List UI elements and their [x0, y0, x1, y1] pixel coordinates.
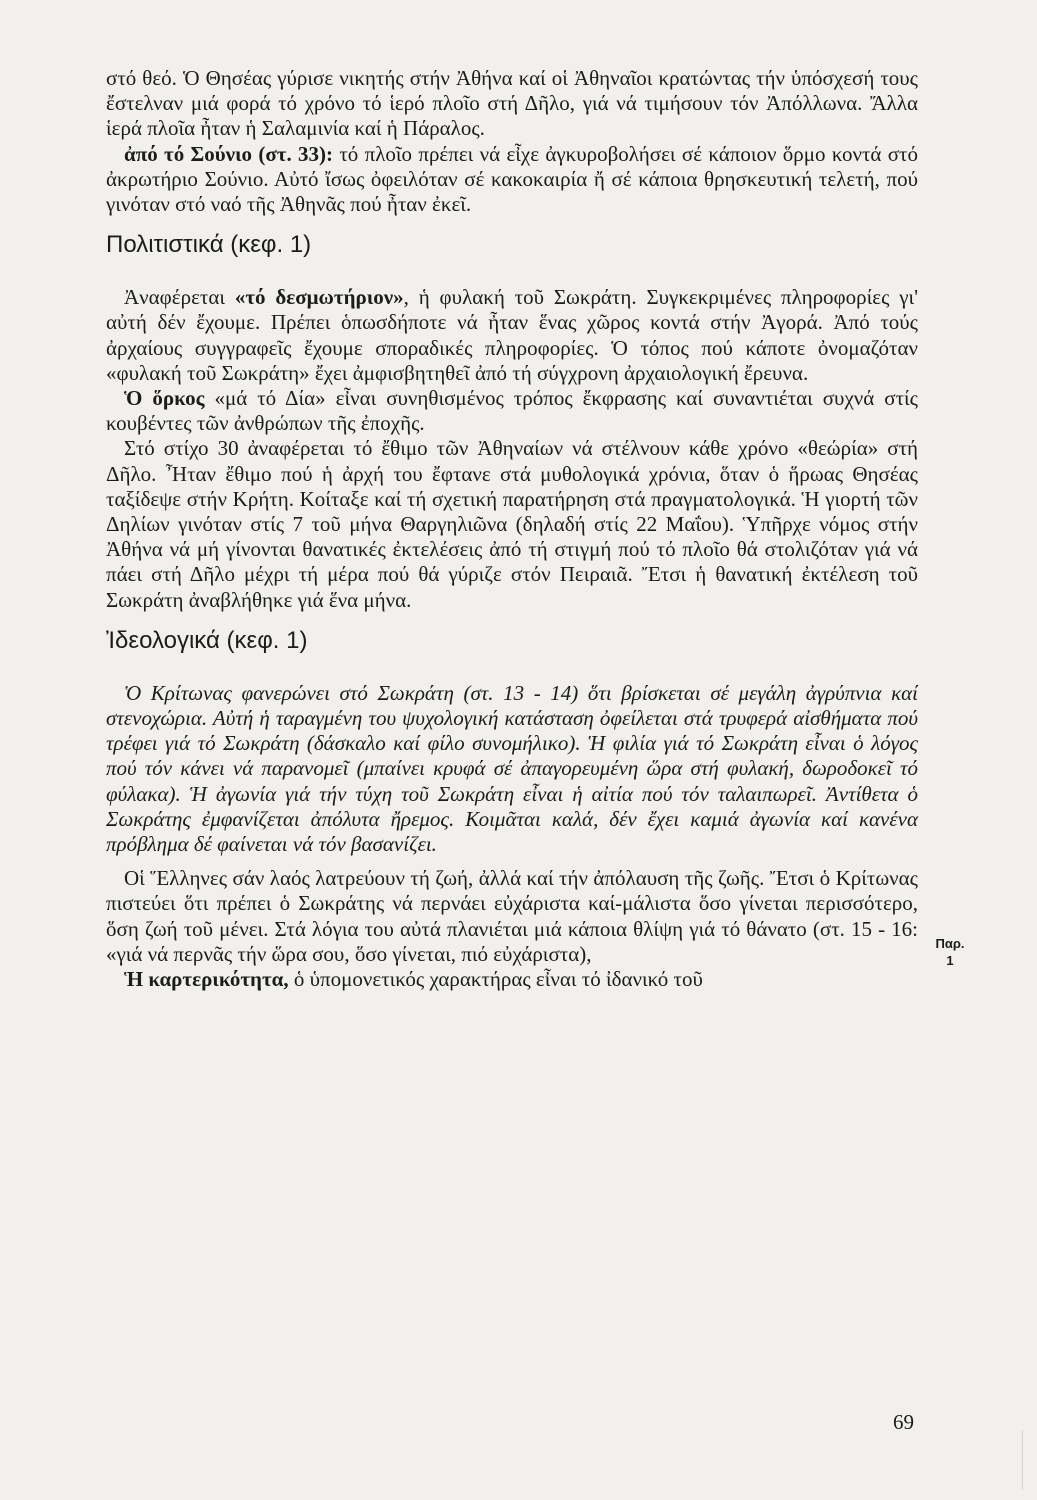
margin-note — [930, 935, 970, 969]
paragraph — [106, 866, 918, 967]
paragraph — [106, 285, 918, 386]
section-title-cultural: Πολιτιστικά (κεφ. 1) — [106, 231, 312, 259]
text-run: στό θεό. Ὁ Θησέας γύρισε νικητής στήν Ἀθήνα καί οἱ Ἀθηναῖοι κρατώντας τήν ὑπόσχεσή τους ἔστελναν μιά φορά τό χρόνο τό ἱερό πλοῖο στή Δῆλο, γιά νά τιμήσουν τόν Ἀπόλλωνα. Ἄλλα ἱερά πλοῖα ἦταν ἡ Σαλαμινία καί ἡ Πάραλος. — [106, 66, 918, 141]
margin-note-number: 1 — [946, 953, 954, 968]
margin-note-label: Παρ. — [935, 936, 965, 951]
bold-term: «τό δεσμωτήριον» — [234, 285, 404, 310]
cultural-paragraphs — [106, 285, 918, 613]
paragraph — [106, 386, 918, 436]
section-title-ideological: Ἰδεολογικά (κεφ. 1) — [106, 626, 308, 654]
page-edge-shadow — [1022, 1430, 1029, 1490]
paragraph — [106, 967, 918, 992]
bold-term: Ἡ καρτερικότητα, — [124, 967, 289, 992]
italic-text: Ὁ Κρίτωνας φανερώνει στό Σωκράτη (στ. 13 - 14) ὅτι βρίσκεται σέ μεγάλη ἀγρύπνια καί στενοχώρια. Αὐτή ἡ ταραγμένη του ψυχολογική κατάσταση ὀφείλεται στά τρυφερά αἰσθήματα πού τρέφει γιά τό Σωκράτη (δάσκαλο καί φίλο συνομήλικο). Ἡ φιλία γιά τό Σωκράτη εἶναι ὁ λόγος πού τόν κάνει νά παρανομεῖ (μπαίνει κρυφά σέ ἀπαγορευμένη ὥρα στή φυλακή, δωροδοκεῖ τό φύλακα). Ἡ ἀγωνία γιά τήν τύχη τοῦ Σωκράτη εἶναι ἡ αἰτία πού τόν ταλαιπωρεῖ. Ἀντίθετα ὁ Σωκράτης ἐμφανίζεται ἀπόλυτα ἤρεμος. Κοιμᾶται καλά, δέν ἔχει καμιά ἀγωνία καί κανένα πρόβλημα δέ φαίνεται νά τόν βασανίζει. — [106, 680, 918, 857]
text-run: «μά τό Δία» εἶναι συνηθισμένος τρόπος ἔκφρασης καί συναντιέται συχνά στίς κουβέντες τῶν ἀνθρώπων τῆς ἐποχῆς. — [106, 386, 918, 436]
paragraph — [106, 436, 918, 612]
text-run: Οἱ Ἕλληνες σάν λαός λατρεύουν τή ζωή, ἀλλά καί τήν ἀπόλαυση τῆς ζωῆς. Ἔτσι ὁ Κρίτωνας πιστεύει ὅτι πρέπει ὁ Σωκράτης νά περνάει εὐχάριστα καί-μάλιστα ὅσο γίνεται περισσότερο, ὅση ζωή τοῦ μένει. Στά λόγια του αὐτά πλανιέται μιά κάποια θλίψη γιά τό θάνατο (στ. 15 - 16: «γιά νά περνᾶς τήν ὥρα σου, ὅσο γίνεται, πιό εὐχάριστα), — [106, 866, 918, 966]
text-run: Ἀναφέρεται — [124, 285, 235, 310]
text-column — [106, 66, 918, 992]
intro-paragraphs — [106, 66, 918, 217]
paragraph — [106, 681, 918, 857]
page-number: 69 — [893, 1410, 914, 1434]
text-run: Στό στίχο 30 ἀναφέρεται τό ἔθιμο τῶν Ἀθηναίων νά στέλνουν κάθε χρόνο «θεώρία» στή Δῆλο. Ἦταν ἔθιμο πού ἡ ἀρχή του ἔφτανε στά μυθολογικά χρόνια, ὅταν ὁ ἥρωας Θησέας ταξίδεψε στήν Κρήτη. Κοίταξε καί τή σχετική παρατήρηση στά πραγματολογικά. Ἡ γιορτή τῶν Δηλίων γινόταν στίς 7 τοῦ μήνα Θαργηλιῶνα (δηλαδή στίς 22 Μαΐου). Ὑπῆρχε νόμος στήν Ἀθήνα νά μή γίνονται θανατικές ἐκτελέσεις ἀπό τή στιγμή πού τό πλοῖο θά στολιζόταν γιά νά πάει στή Δῆλο μέχρι τή μέρα πού θά γύριζε στόν Πειραιᾶ. Ἔτσι ἡ θανατική ἐκτέλεση τοῦ Σωκράτη ἀναβλήθηκε γιά ἕνα μήνα. — [106, 436, 918, 612]
paragraph — [106, 66, 918, 142]
bold-term: ἀπό τό Σούνιο (στ. 33): — [124, 141, 334, 166]
text-run: ὁ ὑπομονετικός χαρακτήρας εἶναι τό ἰδανικό τοῦ — [288, 967, 703, 992]
paragraph — [106, 142, 918, 218]
ideological-paragraphs — [106, 681, 918, 992]
text-run: τό πλοῖο πρέπει νά εἶχε ἀγκυροβολήσει σέ κάποιον ὅρμο κοντά στό ἀκρωτήριο Σούνιο. Αὐτό ἴσως ὀφειλόταν σέ κακοκαιρία ἤ σέ κάποια θρησκευτική τελετή, πού γινόταν στό ναό τῆς Ἀθηνᾶς πού ἦταν ἐκεῖ. — [106, 141, 918, 217]
bold-term: Ὁ ὅρκος — [124, 386, 205, 411]
text-run: , ἡ φυλακή τοῦ Σωκράτη. Συγκεκριμένες πληροφορίες γι' αὐτή δέν ἔχουμε. Πρέπει ὁπωσδήποτε νά ἦταν ἕνας χῶρος κοντά στήν Ἀγορά. Ἀπό τούς ἀρχαίους συγγραφεῖς ἔχουμε σποραδικές πληροφορίες. Ὁ τόπος πού κάποτε ὀνομαζόταν «φυλακή τοῦ Σωκράτη» ἔχει ἀμφισβητηθεῖ ἀπό τή σύγχρονη ἀρχαιολογική ἔρευνα. — [106, 285, 918, 385]
